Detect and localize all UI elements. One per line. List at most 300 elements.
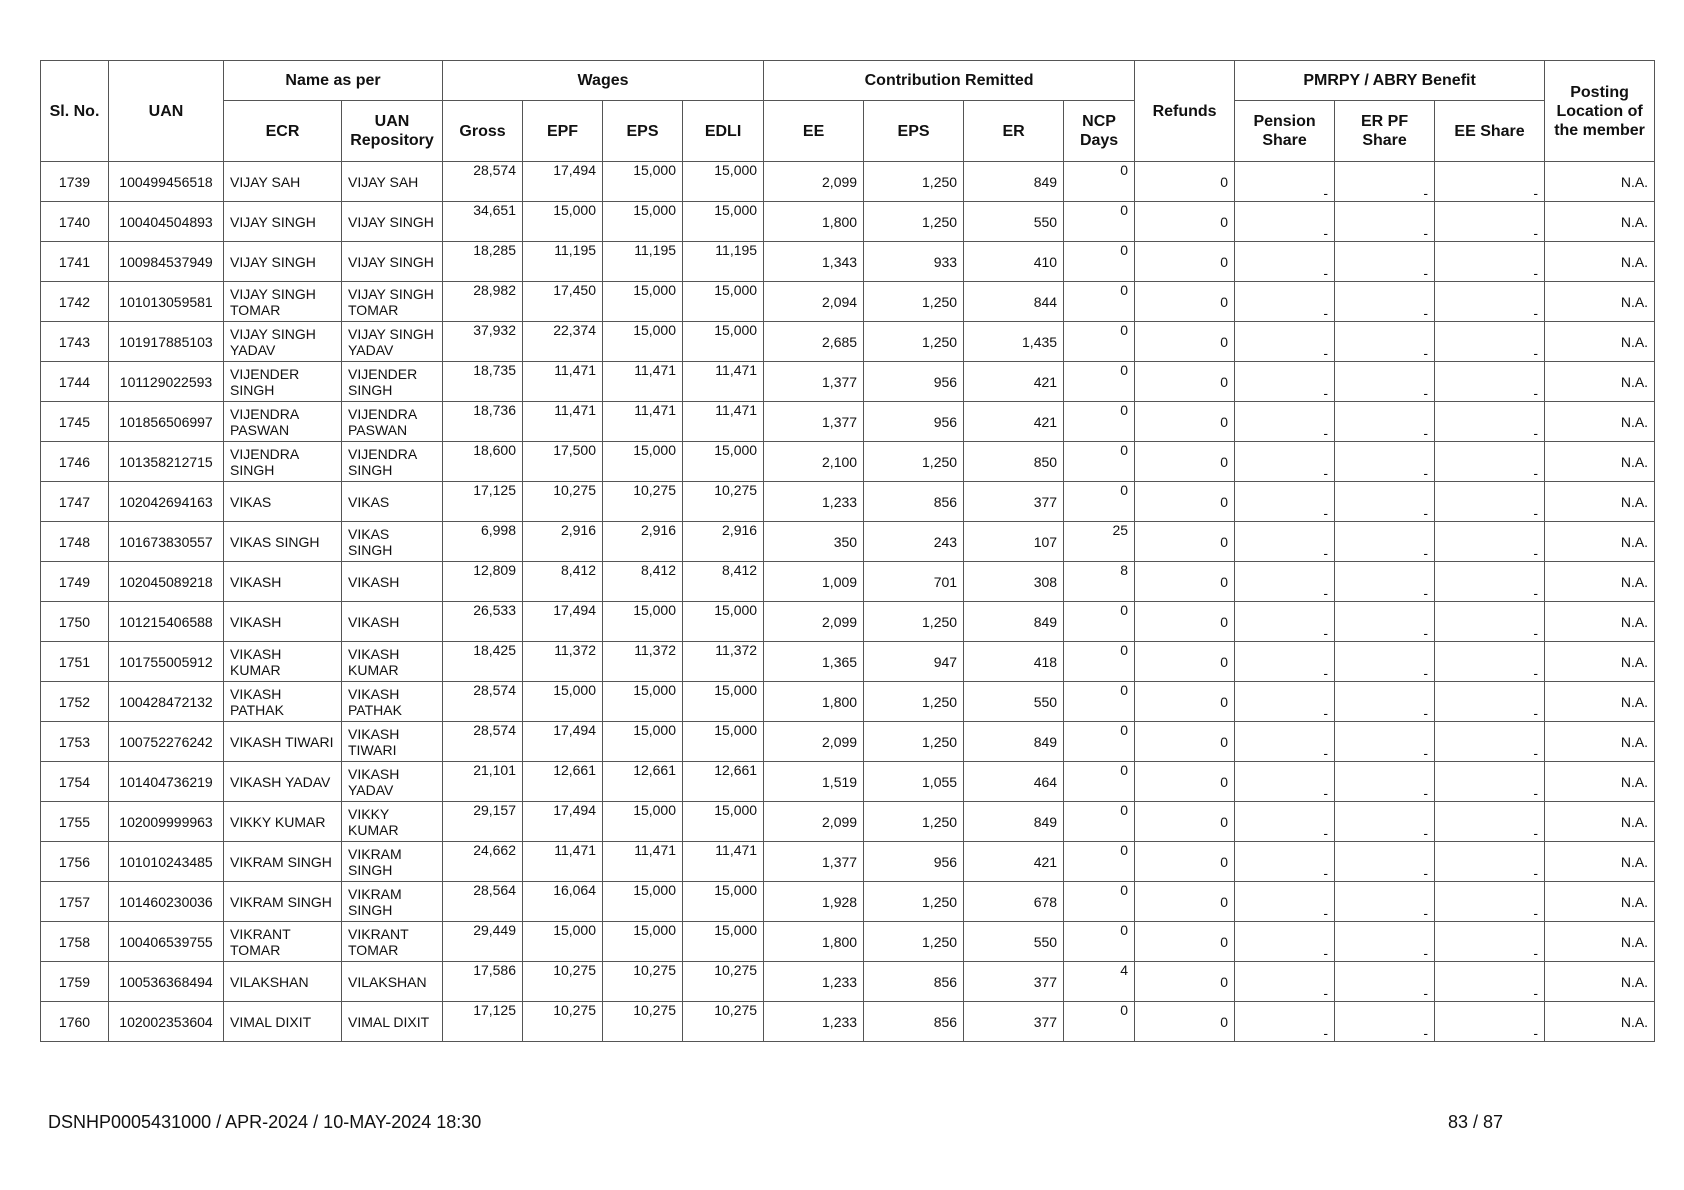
cell-er-pf-share: - [1335,602,1435,642]
cell-sl-no: 1752 [41,682,109,722]
cell-name-uan-repository: VIJAY SINGH [342,242,443,282]
cell-ee-share: - [1435,882,1545,922]
cell-posting-location: N.A. [1545,842,1655,882]
cell-posting-location: N.A. [1545,1002,1655,1042]
cell-refunds: 0 [1135,682,1235,722]
cell-name-ecr: VIJENDRA PASWAN [224,402,342,442]
cell-ncp-days: 0 [1064,242,1135,282]
cell-gross: 28,564 [443,882,523,922]
cell-er-pf-share: - [1335,762,1435,802]
cell-sl-no: 1744 [41,362,109,402]
cell-epf: 17,494 [523,162,603,202]
cell-contribution-eps: 856 [864,482,964,522]
cell-refunds: 0 [1135,922,1235,962]
cell-epf: 17,494 [523,602,603,642]
table-row [41,922,1655,962]
cell-contribution-eps: 956 [864,402,964,442]
table-row [41,562,1655,602]
cell-posting-location: N.A. [1545,682,1655,722]
cell-sl-no: 1739 [41,162,109,202]
cell-er: 377 [964,1002,1064,1042]
cell-refunds: 0 [1135,282,1235,322]
cell-name-ecr: VIKASH [224,562,342,602]
cell-pension-share: - [1235,642,1335,682]
cell-epf: 15,000 [523,922,603,962]
cell-uan: 101917885103 [109,322,224,362]
cell-eps: 15,000 [603,322,683,362]
cell-edli: 11,195 [683,242,764,282]
cell-name-ecr: VIKAS SINGH [224,522,342,562]
cell-eps: 10,275 [603,962,683,1002]
cell-sl-no: 1755 [41,802,109,842]
cell-pension-share: - [1235,842,1335,882]
cell-posting-location: N.A. [1545,602,1655,642]
cell-er: 550 [964,202,1064,242]
cell-ee: 1,233 [764,1002,864,1042]
cell-pension-share: - [1235,242,1335,282]
header-refunds: Refunds [1135,61,1235,162]
cell-ee: 2,099 [764,162,864,202]
cell-edli: 11,471 [683,402,764,442]
cell-name-ecr: VIKAS [224,482,342,522]
cell-posting-location: N.A. [1545,522,1655,562]
cell-uan: 102042694163 [109,482,224,522]
cell-er: 550 [964,922,1064,962]
cell-ee: 1,233 [764,482,864,522]
cell-refunds: 0 [1135,562,1235,602]
cell-er: 844 [964,282,1064,322]
cell-er: 850 [964,442,1064,482]
cell-pension-share: - [1235,602,1335,642]
cell-er-pf-share: - [1335,442,1435,482]
cell-gross: 18,285 [443,242,523,282]
cell-ee-share: - [1435,962,1545,1002]
cell-refunds: 0 [1135,362,1235,402]
cell-pension-share: - [1235,802,1335,842]
cell-posting-location: N.A. [1545,482,1655,522]
cell-uan: 102002353604 [109,1002,224,1042]
cell-uan: 101215406588 [109,602,224,642]
cell-eps: 8,412 [603,562,683,602]
header-uan: UAN [109,61,224,162]
cell-eps: 12,661 [603,762,683,802]
cell-gross: 24,662 [443,842,523,882]
cell-refunds: 0 [1135,882,1235,922]
cell-name-uan-repository: VIJAY SINGH YADAV [342,322,443,362]
cell-eps: 2,916 [603,522,683,562]
cell-contribution-eps: 1,250 [864,682,964,722]
cell-gross: 6,998 [443,522,523,562]
cell-sl-no: 1753 [41,722,109,762]
cell-ncp-days: 0 [1064,402,1135,442]
cell-name-uan-repository: VIKASH TIWARI [342,722,443,762]
page-number: 83 / 87 [1448,1112,1504,1132]
cell-epf: 17,494 [523,802,603,842]
table-row [41,482,1655,522]
cell-er-pf-share: - [1335,202,1435,242]
table-row [41,962,1655,1002]
cell-name-uan-repository: VIKRANT TOMAR [342,922,443,962]
cell-posting-location: N.A. [1545,442,1655,482]
cell-sl-no: 1756 [41,842,109,882]
cell-er: 464 [964,762,1064,802]
cell-name-ecr: VIKRAM SINGH [224,882,342,922]
cell-name-uan-repository: VIJAY SINGH TOMAR [342,282,443,322]
cell-posting-location: N.A. [1545,802,1655,842]
cell-posting-location: N.A. [1545,322,1655,362]
cell-ee: 1,009 [764,562,864,602]
cell-epf: 22,374 [523,322,603,362]
cell-epf: 11,471 [523,402,603,442]
cell-ee-share: - [1435,362,1545,402]
cell-sl-no: 1751 [41,642,109,682]
cell-uan: 101460230036 [109,882,224,922]
cell-posting-location: N.A. [1545,562,1655,602]
cell-ncp-days: 0 [1064,202,1135,242]
cell-ee-share: - [1435,842,1545,882]
cell-ee-share: - [1435,482,1545,522]
cell-ee: 2,094 [764,282,864,322]
cell-sl-no: 1743 [41,322,109,362]
cell-epf: 12,661 [523,762,603,802]
table-row [41,802,1655,842]
cell-name-ecr: VIKASH PATHAK [224,682,342,722]
cell-contribution-eps: 1,250 [864,322,964,362]
table-row [41,882,1655,922]
cell-name-uan-repository: VIKASH [342,602,443,642]
cell-name-uan-repository: VIMAL DIXIT [342,1002,443,1042]
header-eps: EPS [603,101,683,162]
cell-er: 107 [964,522,1064,562]
table-row [41,722,1655,762]
cell-gross: 29,449 [443,922,523,962]
cell-ee: 1,519 [764,762,864,802]
cell-name-ecr: VIKASH [224,602,342,642]
cell-eps: 15,000 [603,202,683,242]
cell-gross: 18,736 [443,402,523,442]
cell-uan: 100428472132 [109,682,224,722]
cell-epf: 11,471 [523,362,603,402]
cell-ncp-days: 25 [1064,522,1135,562]
cell-ee-share: - [1435,922,1545,962]
table-row [41,402,1655,442]
cell-posting-location: N.A. [1545,162,1655,202]
cell-er-pf-share: - [1335,802,1435,842]
cell-refunds: 0 [1135,242,1235,282]
cell-name-uan-repository: VIKRAM SINGH [342,842,443,882]
cell-pension-share: - [1235,522,1335,562]
cell-ee-share: - [1435,322,1545,362]
cell-epf: 10,275 [523,1002,603,1042]
cell-ee-share: - [1435,762,1545,802]
cell-edli: 15,000 [683,722,764,762]
cell-epf: 10,275 [523,482,603,522]
cell-name-uan-repository: VIKAS [342,482,443,522]
cell-er: 308 [964,562,1064,602]
cell-contribution-eps: 856 [864,1002,964,1042]
cell-eps: 11,471 [603,402,683,442]
cell-ee-share: - [1435,562,1545,602]
cell-gross: 18,600 [443,442,523,482]
cell-gross: 28,574 [443,682,523,722]
cell-name-ecr: VIJAY SINGH TOMAR [224,282,342,322]
cell-edli: 15,000 [683,442,764,482]
cell-er-pf-share: - [1335,642,1435,682]
cell-ncp-days: 0 [1064,442,1135,482]
cell-ee: 1,800 [764,682,864,722]
cell-gross: 18,735 [443,362,523,402]
cell-er: 421 [964,362,1064,402]
cell-er-pf-share: - [1335,1002,1435,1042]
table-header [41,61,1655,162]
cell-gross: 26,533 [443,602,523,642]
cell-ee-share: - [1435,282,1545,322]
cell-posting-location: N.A. [1545,362,1655,402]
cell-refunds: 0 [1135,642,1235,682]
cell-epf: 8,412 [523,562,603,602]
cell-ee-share: - [1435,682,1545,722]
cell-contribution-eps: 1,250 [864,442,964,482]
cell-epf: 2,916 [523,522,603,562]
cell-ncp-days: 0 [1064,802,1135,842]
cell-contribution-eps: 947 [864,642,964,682]
cell-uan: 101755005912 [109,642,224,682]
header-wages: Wages [443,61,764,101]
table-row [41,522,1655,562]
cell-pension-share: - [1235,762,1335,802]
cell-name-uan-repository: VIKKY KUMAR [342,802,443,842]
cell-ee: 2,099 [764,722,864,762]
cell-name-uan-repository: VILAKSHAN [342,962,443,1002]
cell-gross: 17,125 [443,482,523,522]
cell-pension-share: - [1235,442,1335,482]
cell-name-uan-repository: VIJENDRA PASWAN [342,402,443,442]
table-row [41,442,1655,482]
header-er: ER [964,101,1064,162]
cell-name-ecr: VIJENDER SINGH [224,362,342,402]
cell-ncp-days: 0 [1064,642,1135,682]
table-row [41,1002,1655,1042]
cell-er: 421 [964,842,1064,882]
cell-ee-share: - [1435,802,1545,842]
cell-name-ecr: VIJAY SINGH YADAV [224,322,342,362]
cell-epf: 15,000 [523,202,603,242]
cell-er: 849 [964,802,1064,842]
cell-ncp-days: 0 [1064,882,1135,922]
cell-er: 849 [964,602,1064,642]
table-row [41,362,1655,402]
cell-ncp-days: 0 [1064,762,1135,802]
header-er-pf-share: ER PF Share [1335,101,1435,162]
cell-eps: 15,000 [603,882,683,922]
table-row [41,602,1655,642]
cell-name-uan-repository: VIKASH [342,562,443,602]
cell-posting-location: N.A. [1545,962,1655,1002]
cell-ncp-days: 4 [1064,962,1135,1002]
cell-posting-location: N.A. [1545,722,1655,762]
cell-sl-no: 1757 [41,882,109,922]
cell-name-ecr: VIKASH TIWARI [224,722,342,762]
cell-pension-share: - [1235,682,1335,722]
cell-er-pf-share: - [1335,242,1435,282]
cell-eps: 15,000 [603,442,683,482]
cell-posting-location: N.A. [1545,202,1655,242]
cell-pension-share: - [1235,962,1335,1002]
table-row [41,642,1655,682]
header-contribution-remitted: Contribution Remitted [764,61,1135,101]
cell-ncp-days: 0 [1064,682,1135,722]
cell-refunds: 0 [1135,202,1235,242]
cell-sl-no: 1746 [41,442,109,482]
cell-name-uan-repository: VIKASH PATHAK [342,682,443,722]
cell-name-ecr: VIMAL DIXIT [224,1002,342,1042]
cell-refunds: 0 [1135,802,1235,842]
table-row [41,322,1655,362]
cell-gross: 34,651 [443,202,523,242]
ecr-table [40,60,1655,1042]
cell-sl-no: 1742 [41,282,109,322]
cell-ee-share: - [1435,522,1545,562]
cell-name-ecr: VIKKY KUMAR [224,802,342,842]
cell-edli: 11,471 [683,362,764,402]
header-ncp-days: NCP Days [1064,101,1135,162]
cell-ee-share: - [1435,202,1545,242]
cell-name-ecr: VIKASH KUMAR [224,642,342,682]
cell-edli: 10,275 [683,962,764,1002]
cell-name-uan-repository: VIJENDRA SINGH [342,442,443,482]
header-name-as-per: Name as per [224,61,443,101]
cell-posting-location: N.A. [1545,882,1655,922]
cell-ncp-days: 0 [1064,162,1135,202]
cell-ee: 2,099 [764,602,864,642]
cell-sl-no: 1748 [41,522,109,562]
cell-edli: 15,000 [683,882,764,922]
header-pension-share: Pension Share [1235,101,1335,162]
cell-er-pf-share: - [1335,842,1435,882]
cell-name-uan-repository: VIJAY SAH [342,162,443,202]
cell-epf: 11,372 [523,642,603,682]
cell-posting-location: N.A. [1545,642,1655,682]
cell-pension-share: - [1235,362,1335,402]
cell-eps: 11,471 [603,842,683,882]
cell-ee: 1,343 [764,242,864,282]
cell-er: 849 [964,162,1064,202]
cell-contribution-eps: 1,250 [864,882,964,922]
cell-er: 418 [964,642,1064,682]
cell-edli: 8,412 [683,562,764,602]
cell-contribution-eps: 1,250 [864,282,964,322]
cell-contribution-eps: 1,250 [864,162,964,202]
cell-ee-share: - [1435,1002,1545,1042]
cell-ee-share: - [1435,722,1545,762]
cell-ncp-days: 0 [1064,322,1135,362]
cell-uan: 100406539755 [109,922,224,962]
cell-posting-location: N.A. [1545,922,1655,962]
table-row [41,242,1655,282]
cell-gross: 28,574 [443,722,523,762]
cell-eps: 15,000 [603,282,683,322]
cell-contribution-eps: 1,055 [864,762,964,802]
cell-refunds: 0 [1135,402,1235,442]
cell-ncp-days: 0 [1064,282,1135,322]
cell-edli: 15,000 [683,602,764,642]
cell-uan: 100984537949 [109,242,224,282]
cell-sl-no: 1745 [41,402,109,442]
cell-gross: 17,125 [443,1002,523,1042]
cell-pension-share: - [1235,202,1335,242]
cell-pension-share: - [1235,922,1335,962]
cell-edli: 11,471 [683,842,764,882]
cell-epf: 17,450 [523,282,603,322]
cell-contribution-eps: 1,250 [864,202,964,242]
cell-epf: 11,195 [523,242,603,282]
cell-pension-share: - [1235,402,1335,442]
header-gross: Gross [443,101,523,162]
table-row [41,202,1655,242]
cell-eps: 11,471 [603,362,683,402]
cell-ee-share: - [1435,442,1545,482]
cell-sl-no: 1759 [41,962,109,1002]
cell-ee: 1,365 [764,642,864,682]
cell-contribution-eps: 856 [864,962,964,1002]
cell-ncp-days: 0 [1064,362,1135,402]
cell-sl-no: 1760 [41,1002,109,1042]
cell-ncp-days: 0 [1064,722,1135,762]
cell-ee-share: - [1435,162,1545,202]
cell-pension-share: - [1235,482,1335,522]
header-uan-repository: UAN Repository [342,101,443,162]
table-body [41,162,1655,1042]
cell-uan: 101013059581 [109,282,224,322]
cell-er-pf-share: - [1335,362,1435,402]
cell-eps: 15,000 [603,162,683,202]
cell-name-uan-repository: VIJAY SINGH [342,202,443,242]
cell-epf: 16,064 [523,882,603,922]
cell-ee: 1,928 [764,882,864,922]
cell-edli: 11,372 [683,642,764,682]
cell-er: 377 [964,962,1064,1002]
cell-er-pf-share: - [1335,882,1435,922]
cell-name-ecr: VIKRANT TOMAR [224,922,342,962]
cell-er-pf-share: - [1335,402,1435,442]
cell-name-uan-repository: VIKAS SINGH [342,522,443,562]
cell-er-pf-share: - [1335,562,1435,602]
cell-sl-no: 1740 [41,202,109,242]
cell-ee: 1,377 [764,842,864,882]
header-sl-no: Sl. No. [41,61,109,162]
cell-ncp-days: 0 [1064,922,1135,962]
cell-eps: 11,195 [603,242,683,282]
cell-ncp-days: 8 [1064,562,1135,602]
cell-er: 849 [964,722,1064,762]
cell-uan: 101404736219 [109,762,224,802]
cell-edli: 15,000 [683,682,764,722]
cell-uan: 100752276242 [109,722,224,762]
table-row [41,162,1655,202]
cell-name-ecr: VIJAY SINGH [224,242,342,282]
cell-refunds: 0 [1135,722,1235,762]
cell-er: 678 [964,882,1064,922]
cell-ee: 1,800 [764,202,864,242]
cell-refunds: 0 [1135,962,1235,1002]
cell-refunds: 0 [1135,162,1235,202]
cell-eps: 15,000 [603,602,683,642]
cell-name-ecr: VIKASH YADAV [224,762,342,802]
document-id: DSNHP0005431000 / APR-2024 / 10-MAY-2024 18:30 [48,1112,482,1132]
cell-pension-share: - [1235,882,1335,922]
cell-gross: 28,982 [443,282,523,322]
cell-er-pf-share: - [1335,682,1435,722]
